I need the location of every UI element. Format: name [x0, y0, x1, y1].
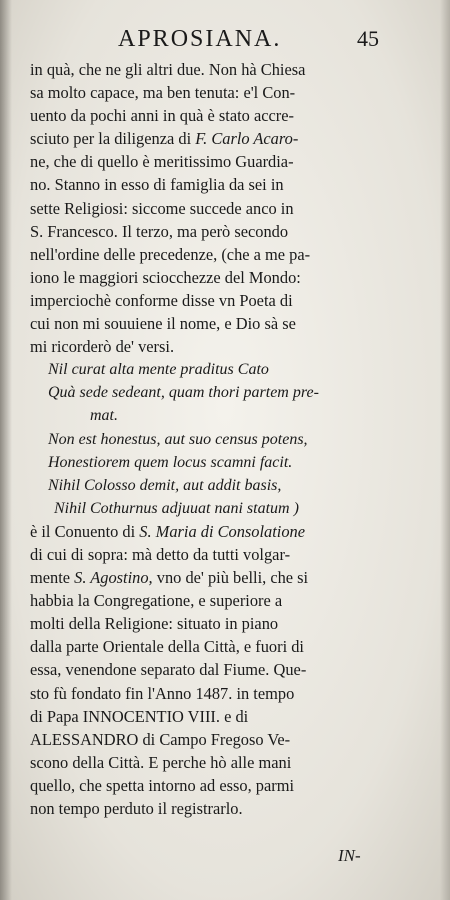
text-fragment: vno de' più belli, che si: [156, 568, 309, 588]
text-line: [30, 566, 432, 589]
verse-line: Nihil Cothurnus adjuuat nani statum ): [54, 499, 299, 517]
text-line: sette Religiosi: siccome succede anco in: [30, 198, 294, 218]
text-line: ALESSANDRO di Campo Fregoso Ve-: [30, 729, 291, 749]
running-head: APROSIANA.: [118, 26, 282, 52]
text-fragment: mente: [30, 568, 71, 588]
italic-name: S. Agostino,: [74, 568, 153, 588]
text-line: non tempo perduto il registrarlo.: [30, 799, 243, 818]
text-line: in quà, che ne gli altri due. Non hà Chiesa: [30, 60, 306, 79]
page-gutter-shadow: [0, 0, 12, 900]
text-line: [30, 520, 432, 543]
verse-line: Non est honestus, aut suo census potens,: [48, 430, 308, 448]
text-line: S. Francesco. Il terzo, ma però secondo: [30, 221, 289, 241]
page-number: 45: [357, 26, 379, 51]
verse-line: Nihil Colosso demit, aut addit basis,: [48, 476, 282, 494]
text-line: scono della Città. E perche hò alle mani: [30, 752, 292, 772]
text-line: di Papa INNOCENTIO VIII. e di: [30, 706, 249, 726]
verse-line: Nil curat alta mente praditus Cato: [48, 361, 269, 379]
page-edge-shadow: [440, 0, 450, 900]
text-line: sto fù fondato fin l'Anno 1487. in tempo: [30, 683, 295, 703]
text-line: di cui di sopra: mà detto da tutti volgar-: [30, 544, 291, 564]
text-line: mi ricorderò de' versi.: [30, 337, 175, 357]
text-line: imperciochè conforme disse vn Poeta di: [30, 290, 293, 310]
text-line: uento da pochi anni in quà è stato accre-: [30, 106, 294, 126]
text-line: iono le maggiori sciocchezze del Mondo:: [30, 267, 301, 287]
italic-name: F. Carlo Acaro-: [195, 129, 299, 149]
text-line: cui non mi souuiene il nome, e Dio sà se: [30, 314, 296, 334]
text-line: [30, 127, 432, 150]
page-body: [30, 58, 432, 820]
text-line: ne, che di quello è meritissimo Guardia-: [30, 152, 294, 172]
italic-name: S. Maria di Consolatione: [139, 521, 306, 541]
text-line: molti della Religione: situato in piano: [30, 614, 279, 634]
latin-verse: [30, 358, 432, 520]
text-fragment: è il Conuento di: [30, 521, 136, 541]
verse-line: Honestiorem quem locus scamni facit.: [48, 453, 293, 471]
text-line: no. Stanno in esso di famiglia da sei in: [30, 175, 284, 195]
verse-line: mat.: [90, 407, 118, 425]
text-line: dalla parte Orientale della Città, e fuori di: [30, 637, 304, 657]
text-line: habbia la Congregatione, e superiore a: [30, 591, 283, 611]
text-fragment: sciuto per la diligenza di: [30, 129, 192, 149]
text-line: essa, venendone separato dal Fiume. Que-: [30, 660, 307, 680]
text-line: nell'ordine delle precedenze, (che a me pa-: [30, 244, 311, 264]
text-line: quello, che spetta intorno ad esso, parmi: [30, 775, 295, 795]
catchword: IN-: [338, 846, 361, 865]
text-line: sa molto capace, ma ben tenuta: e'l Con-: [30, 83, 296, 103]
verse-line: Quà sede sedeant, quam thori partem pre-: [48, 384, 319, 402]
